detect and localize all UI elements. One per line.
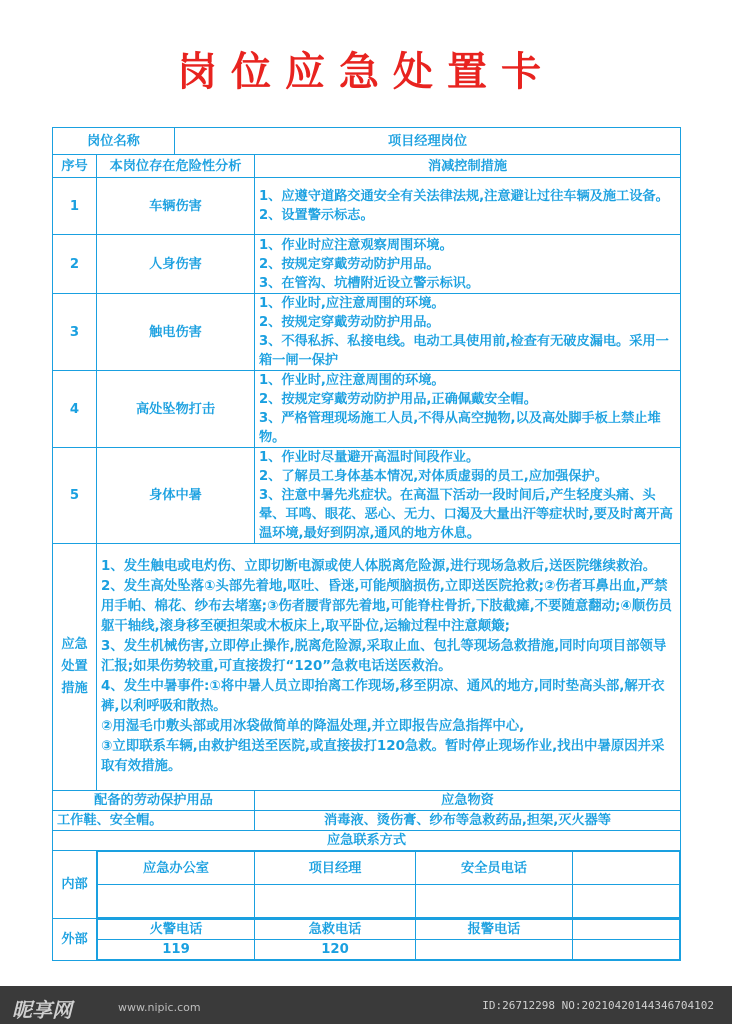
- watermark-logo: 昵享网: [12, 998, 72, 1022]
- fire-phone: 119: [98, 940, 255, 960]
- risk-header: 本岗位存在危险性分析: [97, 155, 255, 178]
- contact-office: 应急办公室: [98, 852, 255, 885]
- measure-line: 3、在管沟、坑槽附近设立警示标识。: [259, 275, 480, 291]
- measures-cell: [255, 294, 681, 371]
- row-number: 5: [53, 448, 97, 544]
- emergency-line: 4、发生中暑事件:①将中暑人员立即抬离工作现场,移至阴凉、通风的地方,同时垫高头部,解开衣裤,以利呼吸和散热。: [101, 679, 665, 714]
- measures-cell: [255, 178, 681, 235]
- emergency-row: [53, 544, 681, 791]
- risk-name: 高处坠物打击: [97, 371, 255, 448]
- emergency-label: 应急处置措施: [53, 544, 97, 791]
- risk-name: 车辆伤害: [97, 178, 255, 235]
- table-row: [53, 371, 681, 448]
- measures-cell: [255, 371, 681, 448]
- emergency-line: 1、发生触电或电灼伤、立即切断电源或使人体脱离危险源,进行现场急救后,送医院继续救治。: [101, 559, 657, 574]
- internal-contacts: [97, 851, 681, 919]
- emergency-card-table: [52, 127, 681, 961]
- risk-name: 身体中暑: [97, 448, 255, 544]
- watermark-image-id: ID:26712298 NO:20210420144346704102: [482, 999, 714, 1012]
- ambulance-phone-label: 急救电话: [255, 920, 416, 940]
- internal-label: 内部: [53, 851, 97, 919]
- post-name-value: 项目经理岗位: [175, 128, 681, 155]
- page-title: 岗位应急处置卡: [177, 49, 555, 95]
- supplies-label: 应急物资: [255, 791, 681, 811]
- risk-name: 人身伤害: [97, 235, 255, 294]
- contact-value: [98, 885, 255, 918]
- table-row: [53, 448, 681, 544]
- post-name-label: 岗位名称: [53, 128, 175, 155]
- measures-cell: [255, 235, 681, 294]
- fire-phone-label: 火警电话: [98, 920, 255, 940]
- contact-manager: 项目经理: [255, 852, 416, 885]
- ppe-label: 配备的劳动保护用品: [53, 791, 255, 811]
- contact-safety: 安全员电话: [416, 852, 573, 885]
- risk-name: 触电伤害: [97, 294, 255, 371]
- measures-header: 消减控制措施: [255, 155, 681, 178]
- contact-empty: [573, 940, 680, 960]
- emergency-line: 2、发生高处坠落①头部先着地,呕吐、昏迷,可能颅脑损伤,立即送医院抢救;②伤者耳鼻出血,严禁用手帕、棉花、纱布去堵塞;③伤者腰背部先着地,可能脊柱骨折,下肢截瘫,不要随意翻动;④顺伤员躯干轴线,滚身移至硬担架或木板床上,取平卧位,运输过程中注意颠簸;: [101, 579, 672, 634]
- contact-value: [416, 885, 573, 918]
- measure-line: 2、了解员工身体基本情况,对体质虚弱的员工,应加强保护。: [259, 469, 608, 484]
- measure-line: 2、按规定穿戴劳动防护用品,正确佩戴安全帽。: [259, 392, 537, 407]
- measure-line: 2、设置警示标志。: [259, 208, 374, 223]
- measure-line: 1、作业时尽量避开高温时间段作业。: [259, 450, 480, 465]
- external-contacts: [97, 919, 681, 961]
- contacts-label: 应急联系方式: [53, 831, 681, 851]
- emergency-line: 3、发生机械伤害,立即停止操作,脱离危险源,采取止血、包扎等现场急救措施,同时向项目部领导汇报;如果伤势较重,可直接拨打“120”急救电话送医救治。: [101, 639, 667, 674]
- measure-line: 2、按规定穿戴劳动防护用品。: [259, 315, 440, 330]
- contact-empty: [573, 852, 680, 885]
- measure-line: 3、注意中暑先兆症状。在高温下活动一段时间后,产生轻度头痛、头晕、耳鸣、眼花、恶心、无力、口渴及大量出汗等症状时,要及时离开高温环境,最好到阴凉,通风的地方休息。: [259, 488, 673, 541]
- police-phone: [416, 940, 573, 960]
- contact-value: [255, 885, 416, 918]
- row-number: 3: [53, 294, 97, 371]
- measure-line: 3、严格管理现场施工人员,不得从高空抛物,以及高处脚手板上禁止堆物。: [259, 411, 661, 445]
- table-row: [53, 178, 681, 235]
- measure-line: 1、应遵守道路交通安全有关法律法规,注意避让过往车辆及施工设备。: [259, 189, 669, 204]
- measure-line: 1、作业时,应注意周围的环境。: [259, 373, 445, 388]
- row-number: 2: [53, 235, 97, 294]
- measure-line: 1、作业时,应注意周围的环境。: [259, 296, 445, 311]
- emergency-line: ③立即联系车辆,由救护组送至医院,或直接拔打120急救。暂时停止现场作业,找出中暑原因并采取有效措施。: [101, 739, 665, 774]
- measures-cell: [255, 448, 681, 544]
- table-row: [53, 294, 681, 371]
- measure-line: 2、按规定穿戴劳动防护用品。: [259, 256, 440, 272]
- external-grid: [97, 919, 680, 960]
- measure-line: 1、作业时应注意观察周围环境。: [259, 237, 453, 253]
- external-label: 外部: [53, 919, 97, 961]
- table-row: [53, 235, 681, 294]
- seq-header: 序号: [53, 155, 97, 178]
- row-number: 1: [53, 178, 97, 235]
- watermark-url: www.nipic.com: [118, 1001, 201, 1014]
- internal-grid: [97, 851, 680, 918]
- supplies-value: 消毒液、烫伤膏、纱布等急救药品,担架,灭火器等: [255, 811, 681, 831]
- police-phone-label: 报警电话: [416, 920, 573, 940]
- measure-line: 3、不得私拆、私接电线。电动工具使用前,检查有无破皮漏电。采用一箱一闸一保护: [259, 334, 669, 368]
- emergency-measures: [97, 544, 681, 791]
- emergency-line: ②用湿毛巾敷头部或用冰袋做简单的降温处理,并立即报告应急指挥中心,: [101, 719, 525, 734]
- contact-empty: [573, 920, 680, 940]
- ambulance-phone: 120: [255, 940, 416, 960]
- contact-value: [573, 885, 680, 918]
- row-number: 4: [53, 371, 97, 448]
- ppe-value: 工作鞋、安全帽。: [53, 811, 255, 831]
